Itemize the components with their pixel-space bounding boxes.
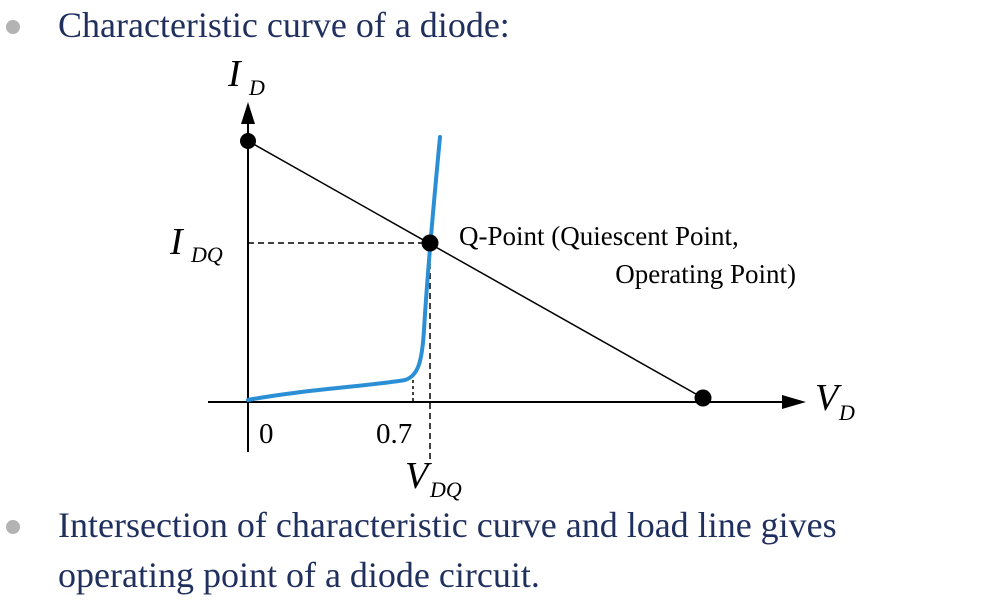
bullet-text: Characteristic curve of a diode: <box>58 5 510 45</box>
bullet-dot <box>6 520 20 534</box>
y-axis-label-sub: D <box>249 75 265 100</box>
load-line-y-intercept-point <box>240 133 256 149</box>
bullet-item-2 <box>0 502 1002 602</box>
bullet-text-line-2: operating point of a diode circuit. <box>58 555 540 595</box>
origin-label: 0 <box>259 418 274 450</box>
load-line-x-intercept-point <box>695 390 712 407</box>
bullet-text-line-1: Intersection of characteristic curve and load line gives <box>58 505 837 545</box>
q-point-label-line2: Operating Point) <box>615 259 796 289</box>
y-axis-label-main: I <box>228 53 241 95</box>
knee-voltage-label: 0.7 <box>376 418 413 450</box>
diode-characteristic-curve <box>248 137 440 400</box>
x-axis-arrowhead <box>782 395 806 409</box>
x-axis-label-sub: D <box>839 400 855 425</box>
x-axis-label-main: V <box>815 377 839 419</box>
idq-label-sub: DQ <box>191 242 223 267</box>
y-axis-arrowhead <box>241 102 255 124</box>
q-point-label-line1: Q-Point (Quiescent Point, <box>459 221 739 251</box>
q-point-marker <box>422 235 439 252</box>
vdq-label-main: V <box>405 455 429 497</box>
idq-label-main: I <box>170 221 183 263</box>
vdq-label-sub: DQ <box>430 477 462 502</box>
